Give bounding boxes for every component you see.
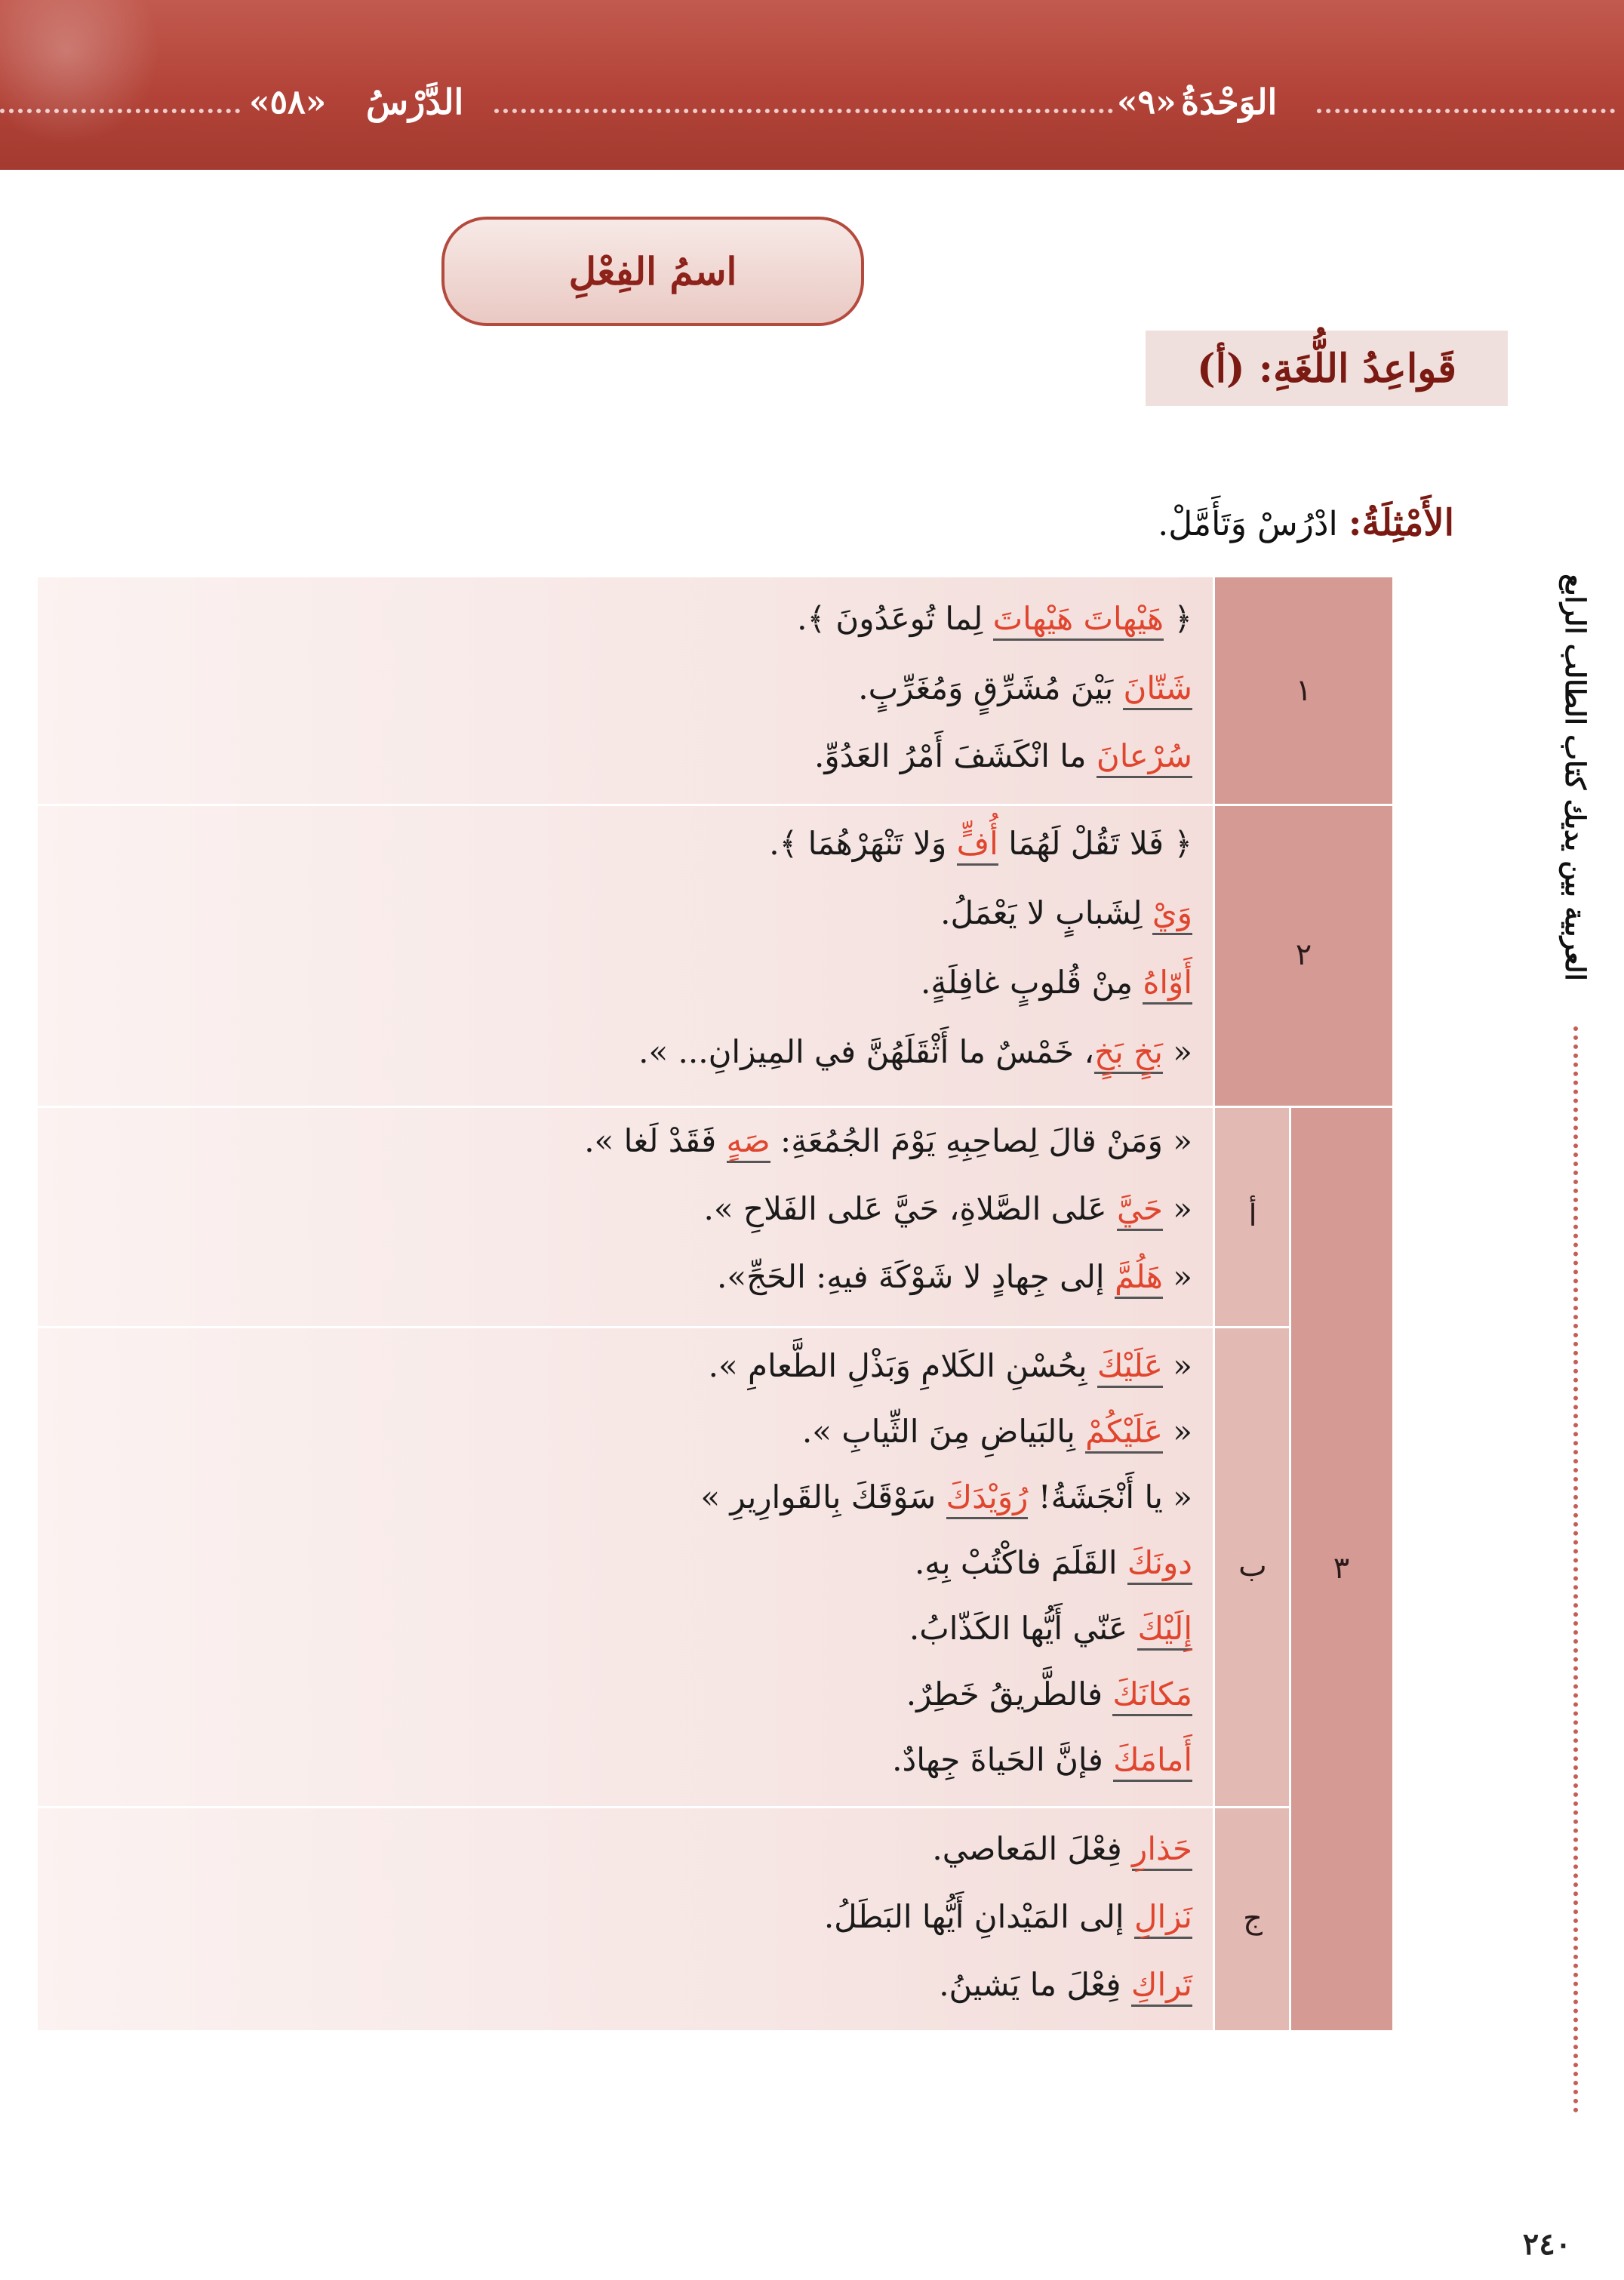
row-number: ١	[1295, 673, 1312, 708]
example-line: ﴿ فَلا تَقُلْ لَهُمَا أُفٍّ وَلا تَنْهَرْهُمَا ﴾.	[769, 825, 1192, 862]
example-line: شَتّانَ بَيْنَ مُشَرِّقٍ وَمُغَرِّبٍ.	[858, 669, 1192, 706]
highlighted-verb-noun: تَراكِ	[1131, 1966, 1192, 2007]
page-number: ٢٤٠	[1522, 2226, 1572, 2262]
lesson-title-text: اسمُ الفِعْلِ	[568, 249, 737, 294]
row-number: ٣	[1333, 1550, 1350, 1586]
highlighted-verb-noun: مَكانَكَ	[1112, 1675, 1192, 1716]
example-line: تَراكِ فِعْلَ ما يَشينُ.	[939, 1966, 1192, 2003]
example-line: مَكانَكَ فالطَّريقُ خَطِرٌ.	[906, 1675, 1192, 1712]
example-line: أَمامَكَ فإنَّ الحَياةَ جِهادٌ.	[892, 1741, 1192, 1778]
unit-label: الوَحْدَةُ	[1181, 82, 1278, 122]
highlighted-verb-noun: عَلَيْكَ	[1097, 1347, 1163, 1388]
highlighted-verb-noun: نَزالِ	[1134, 1898, 1192, 1939]
example-line: « بَخٍ بَخٍ، خَمْسٌ ما أَثْقَلَهُنَّ في المِيزانِ... ».	[638, 1033, 1192, 1070]
section-heading-text: قَواعِدُ اللُّغَةِ: (أ)	[1196, 345, 1457, 392]
unit-number: «٩»	[1117, 83, 1176, 122]
example-line: « وَمَنْ قالَ لِصاحِبِهِ يَوْمَ الجُمُعَةِ: صَهٍ فَقَدْ لَغا ».	[584, 1122, 1192, 1159]
sidebar-dotted-line	[1573, 1026, 1578, 2113]
highlighted-verb-noun: شَتّانَ	[1123, 669, 1192, 710]
example-line: ﴿ هَيْهاتَ هَيْهاتَ لِما تُوعَدُونَ ﴾.	[797, 600, 1192, 637]
row-letter: ج	[1243, 1900, 1263, 1936]
lesson-label: الدَّرْسُ	[366, 82, 464, 122]
row-letter: أ	[1248, 1198, 1257, 1233]
highlighted-verb-noun: وَيْ	[1152, 894, 1192, 935]
highlighted-verb-noun: إِلَيْكَ	[1137, 1610, 1192, 1651]
row-number: ٢	[1295, 937, 1312, 972]
example-line: « عَلَيْكَ بِحُسْنِ الكَلامِ وَبَذْلِ الطَّعامِ ».	[709, 1347, 1192, 1384]
lesson-number: «٥٨»	[249, 83, 327, 122]
highlighted-verb-noun: سُرْعانَ	[1097, 737, 1192, 778]
example-line: حَذارِ فِعْلَ المَعاصي.	[932, 1830, 1192, 1867]
header-dotted-line-right	[1317, 109, 1615, 113]
example-line: دونَكَ القَلَمَ فاكْتُبْ بِهِ.	[915, 1544, 1192, 1581]
highlighted-verb-noun: دونَكَ	[1127, 1544, 1192, 1585]
highlighted-verb-noun: حَيَّ	[1117, 1190, 1163, 1231]
example-line: نَزالِ إلى المَيْدانِ أَيُّها البَطَلُ.	[824, 1898, 1192, 1935]
highlighted-verb-noun: هَلُمَّ	[1115, 1258, 1163, 1299]
header-dotted-line-middle	[494, 109, 1113, 113]
examples-text-area	[53, 577, 1192, 2030]
example-line: وَيْ لِشَبابٍ لا يَعْمَلُ.	[940, 894, 1192, 931]
example-line: سُرْعانَ ما انْكَشَفَ أَمْرُ العَدُوِّ.	[814, 737, 1192, 774]
header-band	[0, 0, 1624, 170]
sidebar-book-title-text: العربية بين يديك كتاب الطالب الرابع	[1559, 574, 1591, 981]
row-letter: ب	[1238, 1549, 1267, 1583]
header-dotted-line-left	[0, 109, 240, 113]
header-ornament	[0, 0, 166, 170]
example-line: « عَلَيْكُمْ بِالبَياضِ مِنَ الثِّيابِ ».	[802, 1413, 1192, 1450]
example-line: « هَلُمَّ إلى جِهادٍ لا شَوْكَةَ فيهِ: الحَجِّ».	[717, 1258, 1192, 1295]
highlighted-verb-noun: عَلَيْكُمْ	[1085, 1413, 1163, 1454]
highlighted-verb-noun: هَيْهاتَ هَيْهاتَ	[993, 600, 1164, 641]
highlighted-verb-noun: صَهٍ	[727, 1122, 770, 1163]
example-line: « حَيَّ عَلى الصَّلاةِ، حَيَّ عَلى الفَلاحِ ».	[704, 1190, 1193, 1227]
highlighted-verb-noun: أُفٍّ	[957, 825, 998, 866]
sidebar-book-title	[1549, 543, 1601, 1011]
examples-label: الأَمْثِلَةُ:	[1348, 502, 1454, 544]
example-line: أَوّاهُ مِنْ قُلوبٍ غافِلَةٍ.	[921, 964, 1192, 1001]
lesson-title	[441, 217, 864, 326]
highlighted-verb-noun: بَخٍ بَخٍ	[1094, 1033, 1163, 1074]
example-line: « يا أَنْجَشَةُ! رُوَيْدَكَ سَوْقَكَ بِالقَوارِيرِ »	[700, 1478, 1192, 1515]
examples-heading	[1158, 502, 1454, 544]
examples-table	[38, 577, 1392, 2030]
highlighted-verb-noun: حَذارِ	[1132, 1830, 1192, 1871]
highlighted-verb-noun: رُوَيْدَكَ	[946, 1478, 1029, 1519]
highlighted-verb-noun: أَوّاهُ	[1143, 964, 1192, 1005]
example-line: إِلَيْكَ عَنّي أَيُّها الكَذّابُ.	[909, 1610, 1192, 1647]
highlighted-verb-noun: أَمامَكَ	[1113, 1741, 1192, 1782]
section-heading	[1146, 331, 1508, 406]
examples-instruction: ادْرُسْ وَتَأَمَّلْ.	[1158, 505, 1338, 543]
